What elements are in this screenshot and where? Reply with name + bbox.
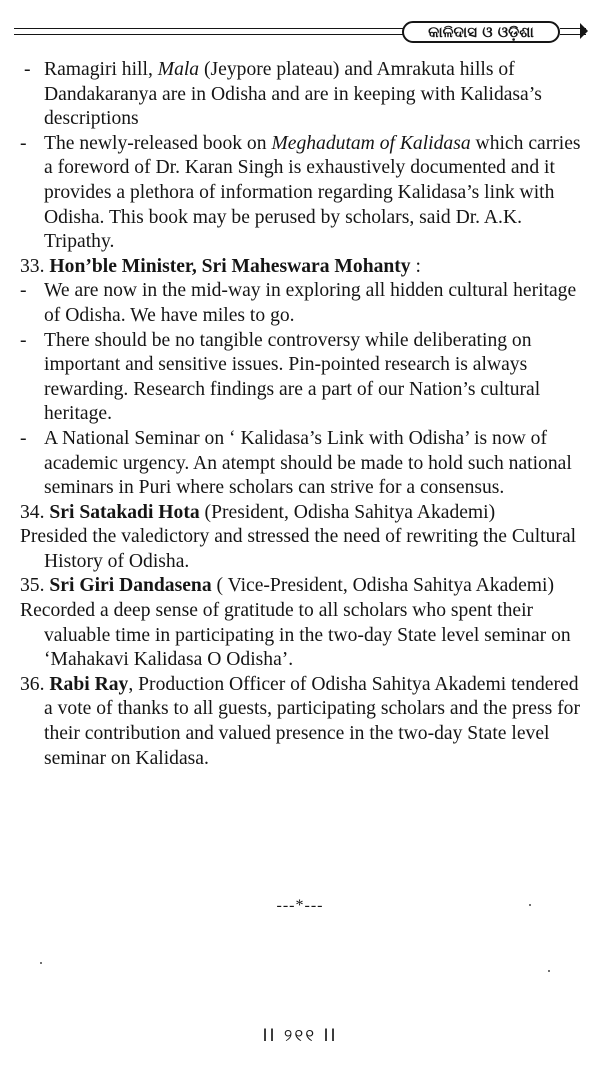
numbered-item-heading bbox=[20, 574, 590, 599]
page-body bbox=[20, 58, 590, 771]
bullet-text: We are now in the mid-way in exploring all hidden cultural heritage of Odisha. We have miles to go. bbox=[44, 280, 577, 326]
bullet-paragraph bbox=[20, 329, 590, 427]
numbered-item-text: , Production Officer of Odisha Sahitya Akademi tendered a vote of thanks to all guests, participating scholars and the press for their contribution and valued presence in the two-day State level seminar on Kalidasa. bbox=[44, 673, 580, 769]
bullet-text: A National Seminar on ‘ Kalidasa’s Link with Odisha’ is now of academic urgency. An atempt should be made to hold such national seminars in Puri where scholars can strive for a consensus. bbox=[44, 427, 572, 499]
item-number: 33. bbox=[20, 255, 45, 277]
bullet-text bbox=[44, 58, 590, 132]
page-number: II ୨୧୧ II bbox=[262, 1026, 338, 1046]
speck bbox=[529, 904, 531, 906]
header-rule-bottom bbox=[14, 34, 404, 35]
end-mark: ---*--- bbox=[276, 897, 324, 914]
speaker-name: Hon’ble Minister, Sri Maheswara Mohanty bbox=[49, 255, 411, 277]
bullet-marker: - bbox=[24, 59, 31, 80]
numbered-item-text: Recorded a deep sense of gratitude to all scholars who spent their valuable time in participating in the two-day State level seminar on ‘Mahakavi Kalidasa O Odisha’. bbox=[20, 600, 571, 671]
speaker-role: ( Vice-President, Odisha Sahitya Akademi) bbox=[211, 575, 554, 597]
bullet-marker: - bbox=[20, 280, 27, 302]
text-run: (Jeypore plateau) and Amrakuta hills of Dandakaranya are in Odisha and are in keeping with Kalidasa’s descriptions bbox=[44, 59, 542, 130]
bullet-paragraph bbox=[20, 427, 590, 501]
numbered-item bbox=[20, 673, 590, 771]
bullet-paragraph bbox=[20, 132, 590, 255]
bullet-text bbox=[44, 132, 590, 255]
item-number: 34. bbox=[20, 501, 45, 523]
running-header bbox=[14, 20, 586, 52]
bullet-marker: - bbox=[20, 329, 27, 351]
speck bbox=[40, 962, 42, 964]
header-title: କାଳିଦାସ ଓ ଓଡ଼ିଶା bbox=[402, 21, 560, 43]
numbered-item-heading bbox=[20, 255, 590, 280]
text-run: The newly-released book on bbox=[44, 132, 272, 154]
heading-suffix: : bbox=[410, 255, 421, 277]
speaker-role: (President, Odisha Sahitya Akademi) bbox=[199, 501, 496, 523]
header-arrow-tip bbox=[580, 23, 588, 39]
bullet-paragraph bbox=[20, 279, 590, 328]
bullet-paragraph bbox=[20, 58, 590, 132]
bullet-text: There should be no tangible controversy while deliberating on important and sensitive issues. Pin-pointed research is always rewarding. Research findings are a part of our Nation’s cultural heritage. bbox=[44, 329, 541, 425]
bullet-marker: - bbox=[20, 132, 27, 154]
speaker-name: Sri Giri Dandasena bbox=[49, 575, 212, 597]
item-number: 36. bbox=[20, 673, 45, 695]
numbered-item-text: Presided the valedictory and stressed the need of rewriting the Cultural History of Odisha. bbox=[20, 526, 577, 572]
item-number: 35. bbox=[20, 575, 45, 597]
bullet-marker: - bbox=[20, 427, 27, 449]
numbered-item-heading bbox=[20, 501, 590, 526]
italic-text-run: Mala bbox=[157, 59, 200, 80]
text-run: Ramagiri hill, bbox=[44, 59, 158, 80]
header-rule-top bbox=[14, 28, 404, 29]
speaker-name: Rabi Ray bbox=[49, 673, 129, 695]
speck bbox=[548, 970, 550, 972]
italic-text-run: Meghadutam of Kalidasa bbox=[271, 132, 471, 154]
text-run: which carries a foreword of Dr. Karan Singh is exhaustively documented and it provides a plethora of information regarding Kalidasa’s link with Odisha. This book may be perused by scholars, said Dr. A.K. Tripathy. bbox=[44, 132, 581, 253]
speaker-name: Sri Satakadi Hota bbox=[49, 501, 200, 523]
